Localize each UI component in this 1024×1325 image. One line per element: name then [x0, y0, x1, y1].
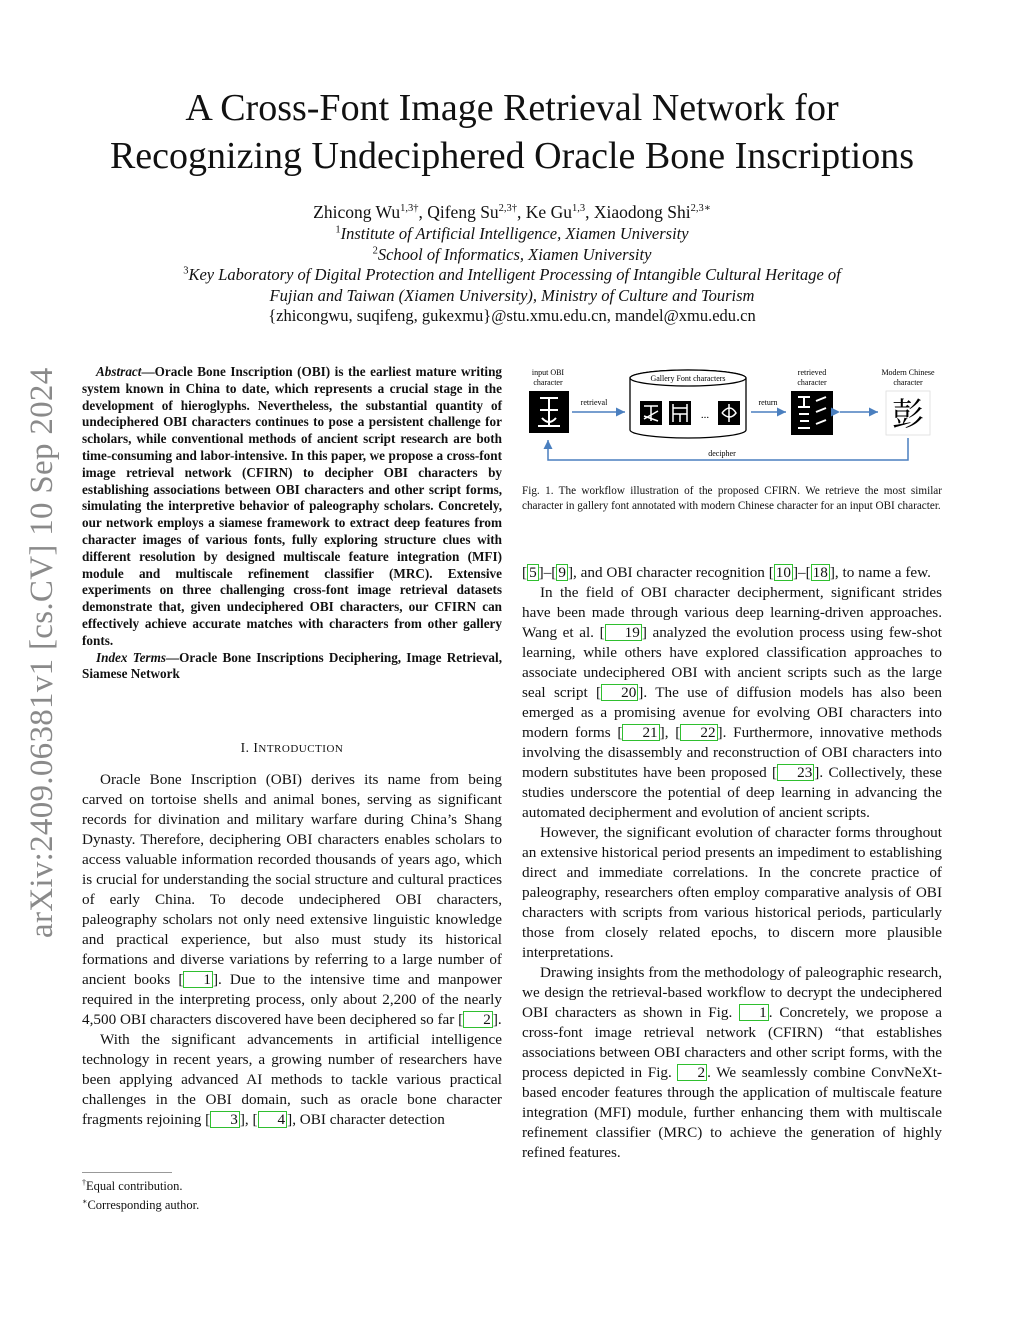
intro-paragraph-1: Oracle Bone Inscription (OBI) derives its name from being carved on tortoise shells and animal bones, serving as significant records for divination and military warfare during China’s Shang Dynasty. Therefore, deciphering OBI characters enables scholars to access valuable information recorded thousands of years ago, which is crucial for understanding the social structure and cultural practices of early China. To decode undeciphered OBI characters, paleography scholars not only need extensive linguistic knowledge and practical experience, but also must study its historical formations and diverse variations by referring to a large number of ancient books [ 1 ]. Due to the intensive time and manpower required in the interpreting process, only about 2,200 of the nearly 4,500 OBI characters discovered have been deciphered so far [ 2 ].: [82, 771, 503, 1028]
evolution-paragraph: However, the significant evolution of character forms throughout an extensive historical period presents an impediment to establishing direct and immediate correlations. In the concrete practice of paleography, researchers often employ comparative analysis of OBI characters with scripts from various historical periods, particularly those from closely related epochs, to discern more plausible interpretations.: [522, 824, 942, 961]
citation-link[interactable]: 21: [622, 724, 659, 741]
svg-text:character: character: [797, 378, 827, 387]
citation-link[interactable]: 18: [812, 564, 828, 581]
paper-title: [40, 84, 984, 180]
affiliation-2: $^2$School of Informatics, Xiamen University: [372, 244, 652, 264]
figure-link[interactable]: 1: [739, 1004, 769, 1021]
index-terms-label: Index Terms: [96, 649, 166, 665]
input-label: input OBI: [531, 368, 565, 377]
methodology-paragraph: Drawing insights from the methodology of paleographic research, we design the retrieval-based workflow to decrypt the undeciphered OBI characters as shown in Fig. 1 . Concretely, we propose a cross-font image retrieval network (CFIRN) “that establishes associations between OBI characters and other script forms, with the process depicted in Fig. 2 . We seamlessly combine ConvNeXt-based encoder features through the application of multiscale feature integration (MFI) module, further enhancing them with multiscale refinement classifier (MRC) to achieve the generation of highly refined features.: [522, 964, 942, 1161]
citation-link[interactable]: 20: [601, 684, 638, 701]
continuation-paragraph: [ 5 ]–[ 9 ], and OBI character recognition [ 10 ]–[ 18 ], to name a few.: [522, 564, 931, 581]
citation-link[interactable]: 10: [775, 564, 791, 581]
figure-1-caption: Fig. 1. The workflow illustration of the proposed CFIRN. We retrieve the most similar character in gallery font annotated with modern Chinese character for an input OBI character.: [522, 485, 942, 512]
citation-link[interactable]: 4: [258, 1111, 288, 1128]
affiliation-1: $^1$Institute of Artificial Intelligence, Xiamen University: [335, 224, 689, 243]
author-2: Qifeng Su: [427, 202, 499, 222]
citation-link[interactable]: 23: [777, 764, 814, 781]
citation-link[interactable]: 19: [605, 624, 642, 641]
citation-link[interactable]: 9: [558, 564, 566, 581]
title-line-2: Recognizing Undeciphered Oracle Bone Inscriptions: [109, 135, 915, 177]
author-4: Xiaodong Shi: [593, 202, 691, 222]
citation-link[interactable]: 2: [463, 1011, 493, 1028]
title-line-1: A Cross-Font Image Retrieval Network for: [185, 87, 839, 129]
intro-left-column: [82, 770, 502, 1130]
citation-link[interactable]: 3: [210, 1111, 240, 1128]
author-line: Zhicong $Wu^{1,3\dagger}$, Qifeng $Su^{2,3\dagger}$, Ke Gu$^{1,3}$, Xiaodong Shi$^{2,3∗}$: [313, 202, 711, 222]
footnote-rule: [82, 1172, 172, 1173]
citation-link[interactable]: 22: [680, 724, 717, 741]
retrieved-label: retrieved: [797, 368, 827, 377]
section-heading-introduction: I. INTRODUCTION: [240, 740, 344, 755]
footnotes: [82, 1172, 502, 1213]
decipherment-paragraph: In the field of OBI character decipherment, significant strides have been made through various deep learning-driven approaches. Wang et al. [ 19 ] analyzed the evolution process using few-shot learning, while others have explored classification approaches to associate undeciphered OBI with ancient scripts such as the large seal script [ 20 ]. The use of diffusion models has also been emerged as a promising avenue for evolving OBI characters into modern forms [ 21 ], [ 22 ]. Furthermore, innovative methods involving the disassembly and reconstruction of OBI characters into modern substitutes have been proposed [ 23 ]. Collectively, these studies underscore the potential of deep learning in advancing the automated decipherment and evolution of ancient scripts.: [522, 584, 943, 821]
citation-link[interactable]: 1: [183, 971, 213, 988]
author-1: Zhicong Wu: [313, 202, 401, 222]
modern-label: Modern Chinese: [881, 368, 935, 377]
intro-paragraph-2: With the significant advancements in artificial intelligence technology in recent years, a growing number of researchers have been applying advanced AI methods to tackle various practical challenges in the OBI domain, such as oracle bone character fragments rejoining [ 3 ], [ 4 ], OBI character detection: [82, 1031, 502, 1128]
gallery-ellipsis: ...: [700, 409, 710, 421]
svg-text:decipher: decipher: [708, 449, 736, 458]
svg-text:return: return: [758, 398, 778, 407]
svg-text:character: character: [533, 378, 563, 387]
abstract-label: Abstract: [96, 364, 142, 379]
retrieved-char-image: [791, 391, 833, 435]
svg-text:character: character: [893, 378, 923, 387]
arxiv-stamp: arXiv:2409.06381v1 [cs.CV] 10 Sep 2024: [24, 367, 60, 938]
svg-text:retrieval: retrieval: [580, 398, 608, 407]
author-3: Ke Gu: [525, 202, 572, 222]
author-emails: {zhicongwu, suqifeng, gukexmu}@stu.xmu.edu.cn, mandel@xmu.edu.cn: [268, 306, 756, 325]
abstract-text: —Oracle Bone Inscription (OBI) is the earliest mature writing system known in China to date, which represents a crucial stage in the development of hieroglyphs. Nevertheless, the substantial quantity of undeciphered OBI characters continues to pose a persistent challenge for scholars, while conventional methods of ancient script research are both time-consuming and labor-intensive. In this paper, we propose a cross-font image retrieval network (CFIRN) to decipher OBI characters by establishing associations between OBI characters and other script forms, simulating the interpretive behavior of paleography scholars. Concretely, our network employs a siamese framework to extract deep features from character images of various fonts, fully exploring structure clues with different resolution by designed multiscale feature integration (MFI) module and multiscale refinement classifier (MRC). Extensive experiments on three challenging cross-font image retrieval datasets demonstrate that, given undeciphered OBI characters, our CFIRN can effectively achieve accurate matches with characters from other gallery fonts.: [82, 364, 502, 648]
footnote-equal: †Equal contribution.: [82, 1178, 183, 1194]
index-terms-text: —Oracle Bone Inscriptions Deciphering, Image Retrieval, Siamese Network: [82, 649, 502, 682]
figure-link[interactable]: 2: [677, 1064, 707, 1081]
right-column: [522, 563, 942, 1163]
affiliation-3-cont: Fujian and Taiwan (Xiamen University), Ministry of Culture and Tourism: [269, 285, 755, 305]
citation-link[interactable]: 5: [529, 564, 537, 581]
footnote-corresponding: ∗Corresponding author.: [82, 1197, 200, 1213]
figure-1-workflow: [522, 366, 942, 471]
affiliation-3: $^3$Key Laboratory of Digital Protection and Intelligent Processing of Intangible Cultural Heritage of: [183, 265, 841, 284]
author-block: [80, 200, 944, 327]
gallery-label: Gallery Font characters: [650, 374, 726, 383]
abstract: [82, 364, 502, 683]
modern-char: 彭: [891, 395, 925, 433]
